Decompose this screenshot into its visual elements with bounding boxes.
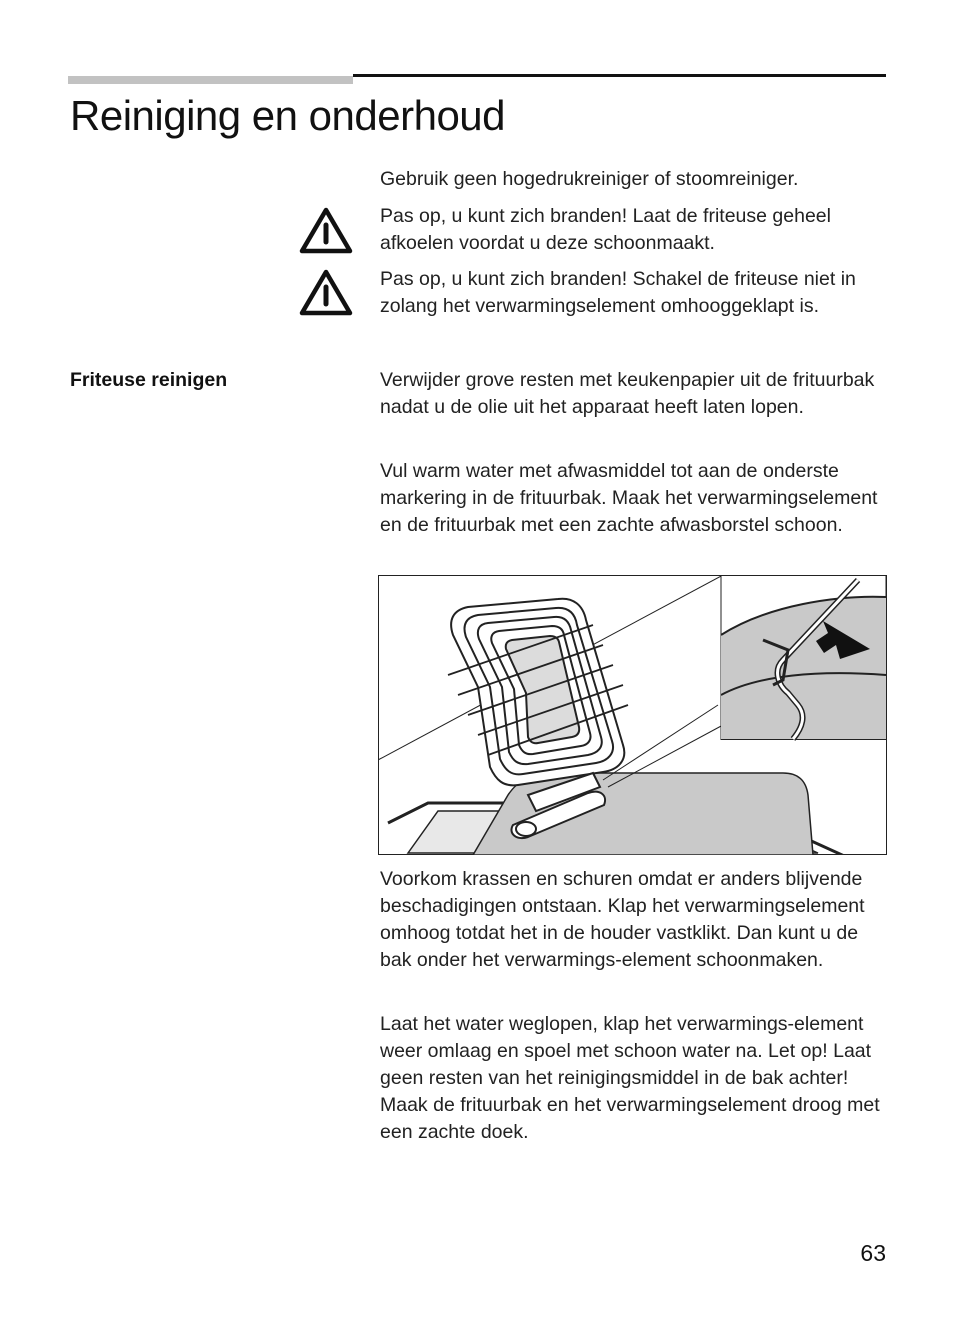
section-paragraph-3: Voorkom krassen en schuren omdat er anders blijvende beschadigingen ontstaan. Klap het verwarmingselement omhoog totdat het in de houder vastklikt. Dan kunt u de bak onder het verwarmings-element schoonmaken.: [380, 868, 865, 971]
page-number: 63: [860, 1240, 886, 1266]
header-rule-gray: [68, 76, 353, 84]
warning-triangle-icon: [298, 206, 354, 256]
warning-triangle-icon: [298, 268, 354, 318]
intro-paragraph-1: Gebruik geen hogedrukreiniger of stoomreiniger.: [380, 168, 799, 190]
intro-paragraph-2: Pas op, u kunt zich branden! Laat de friteuse geheel afkoelen voordat u deze schoonmaakt.: [380, 205, 831, 254]
section-paragraph-2: Vul warm water met afwasmiddel tot aan de onderste markering in de frituurbak. Maak het verwarmingselement en de frituurbak met een zachte afwasborstel schoon.: [380, 460, 878, 536]
section-paragraph-1: Verwijder grove resten met keukenpapier uit de frituurbak nadat u de olie uit het apparaat heeft laten lopen.: [380, 369, 875, 418]
section-paragraph-4: Laat het water weglopen, klap het verwarmings-element weer omlaag en spoel met schoon water na. Let op! Laat geen resten van het reinigingsmiddel in de bak achter! Maak de frituurbak en het verwarmingselement droog met een zachte doek.: [380, 1013, 880, 1143]
intro-paragraph-3: Pas op, u kunt zich branden! Schakel de friteuse niet in zolang het verwarmingselement omhooggeklapt is.: [380, 268, 856, 317]
section-heading: Friteuse reinigen: [70, 369, 228, 391]
fryer-cleaning-illustration: [378, 575, 887, 855]
page-title: Reiniging en onderhoud: [70, 92, 506, 139]
header-rule-black: [353, 74, 886, 77]
